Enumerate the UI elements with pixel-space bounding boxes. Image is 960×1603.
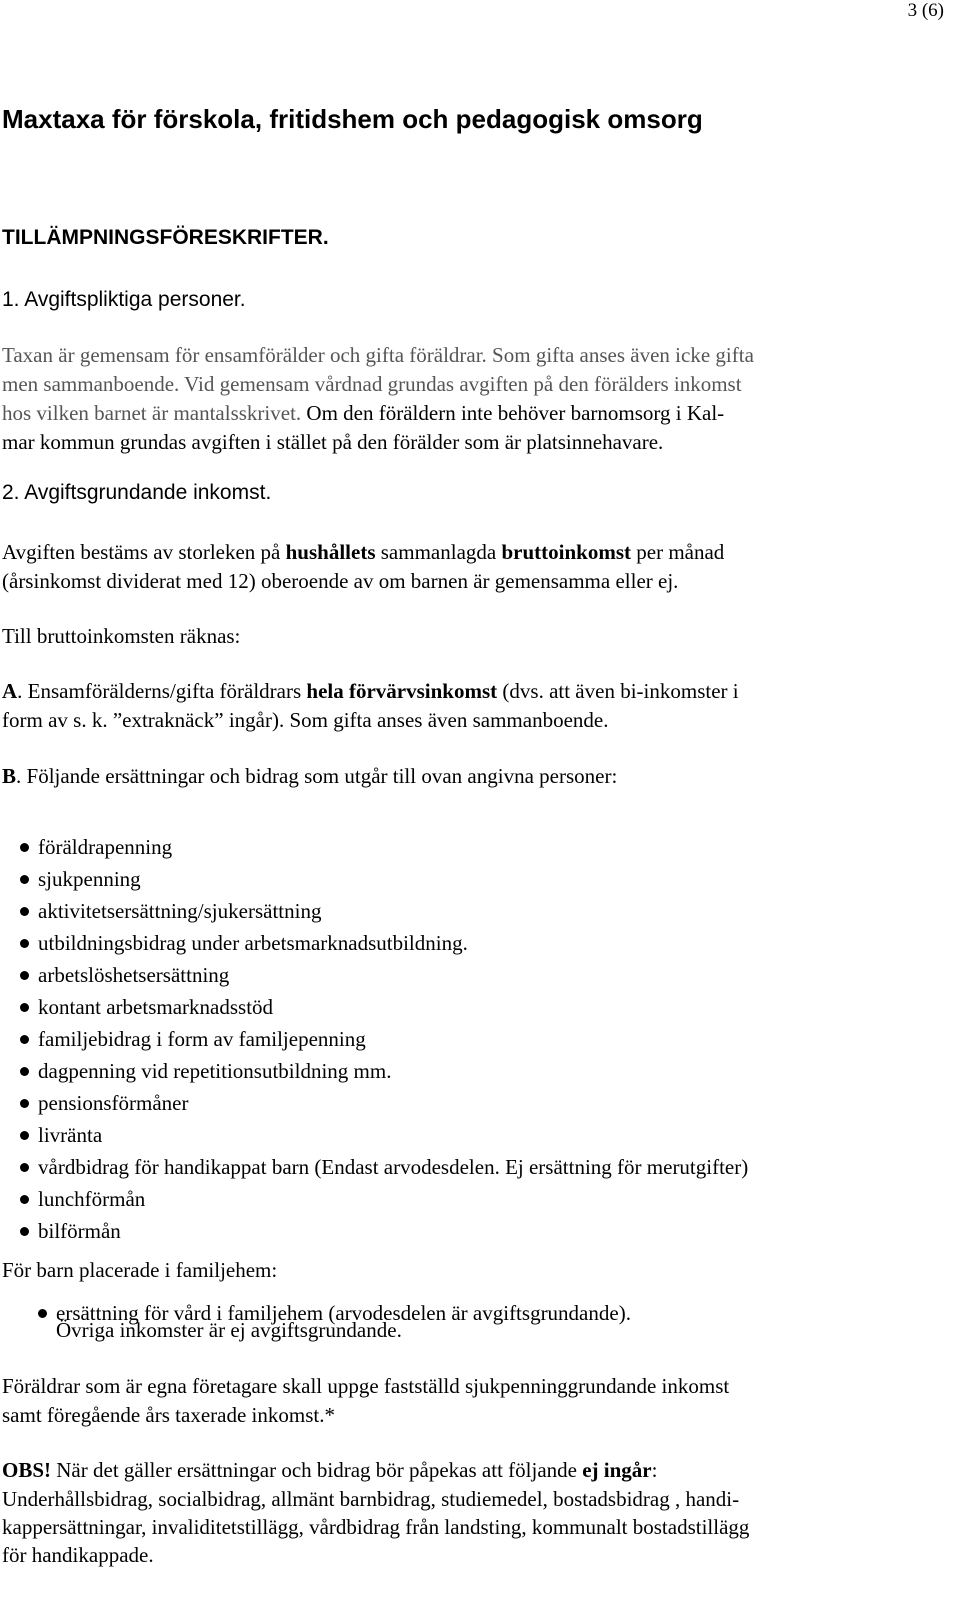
obs-line4: för handikappade. (2, 1543, 154, 1567)
bullet-icon (20, 1003, 29, 1012)
rules-heading: TILLÄMPNINGSFÖRESKRIFTER. (2, 226, 329, 249)
obs-text-a: När det gäller ersättningar och bidrag bör påpekas att följande (51, 1458, 583, 1482)
section2-paragraphB (2, 762, 617, 790)
bullet-icon (38, 1309, 47, 1318)
section1-line3-head: hos vilken barnet är mantalsskrivet. (2, 401, 302, 425)
section1-line1: Taxan är gemensam för ensamförälder och gifta föräldrar. Som gifta anses även icke gifta (2, 343, 754, 367)
obs-text-c: : (651, 1458, 658, 1482)
pA-letter: A (2, 679, 18, 703)
list-item (20, 1219, 748, 1251)
list-item-label: aktivitetsersättning/sjukersättning (38, 899, 322, 923)
list-item-label: ersättning för vård i familjehem (arvodesdelen är avgiftsgrundande). (56, 1301, 631, 1325)
list-item-label: utbildningsbidrag under arbetsmarknadsutbildning. (38, 931, 468, 955)
list-item (20, 1123, 748, 1155)
bullet-icon (20, 843, 29, 852)
bullet-icon (20, 875, 29, 884)
list-item-label: familjebidrag i form av familjepenning (38, 1027, 366, 1051)
section2-paragraphA-line1 (2, 677, 739, 705)
list-item (20, 835, 748, 867)
bullet-icon (20, 1067, 29, 1076)
bullet-icon (20, 907, 29, 916)
section1-line2: men sammanboende. Vid gemensam vårdnad grundas avgiften på den förälders inkomst (2, 372, 742, 396)
list-item-label: livränta (38, 1123, 103, 1147)
list-item (20, 1155, 748, 1187)
foster-note: Övriga inkomster är ej avgiftsgrundande. (56, 1318, 402, 1342)
section2-heading: 2. Avgiftsgrundande inkomst. (2, 481, 272, 504)
list-item-label: kontant arbetsmarknadsstöd (38, 995, 274, 1019)
pB-text: . Följande ersättningar och bidrag som utgår till ovan angivna personer: (16, 764, 618, 788)
list-item (20, 1187, 748, 1219)
income-items-list (20, 835, 748, 1251)
list-item (20, 1091, 748, 1123)
pA-text-a: . Ensamförälderns/gifta föräldrars (17, 679, 307, 703)
p1-bold-household: hushållets (285, 540, 376, 564)
document-title: Maxtaxa för förskola, fritidshem och pedagogisk omsorg (2, 104, 703, 134)
entrepreneurs-line2: samt föregående års taxerade inkomst.* (2, 1403, 335, 1427)
section2-paragraph2: Till bruttoinkomsten räknas: (2, 624, 241, 648)
bullet-icon (20, 971, 29, 980)
section2-paragraph1-line1 (2, 538, 724, 566)
list-item-label: bilförmån (38, 1219, 121, 1243)
list-item (20, 931, 748, 963)
section1-heading: 1. Avgiftspliktiga personer. (2, 288, 246, 311)
bullet-icon (20, 1131, 29, 1140)
section1-line3-tail: Om den föräldern inte behöver barnomsorg i Kal- (301, 401, 725, 425)
bullet-icon (20, 1163, 29, 1172)
list-item-label: arbetslöshetsersättning (38, 963, 230, 987)
list-item-label: vårdbidrag för handikappat barn (Endast arvodesdelen. Ej ersättning för merutgifter) (38, 1155, 749, 1179)
obs-line2: Underhållsbidrag, socialbidrag, allmänt barnbidrag, studiemedel, bostadsbidrag , handi- (2, 1487, 740, 1511)
list-item-label: dagpenning vid repetitionsutbildning mm. (38, 1059, 392, 1083)
list-item (20, 1027, 748, 1059)
section2-paragraph1-line2: (årsinkomst dividerat med 12) oberoende av om barnen är gemensamma eller ej. (2, 569, 679, 593)
section2-paragraphA-line2: form av s. k. ”extraknäck” ingår). Som gifta anses även sammanboende. (2, 708, 609, 732)
obs-label: OBS! (2, 1458, 52, 1482)
list-item-label: föräldrapenning (38, 835, 173, 859)
list-item (20, 1059, 748, 1091)
obs-line1 (2, 1456, 657, 1484)
bullet-icon (20, 1195, 29, 1204)
list-item-label: pensionsförmåner (38, 1091, 189, 1115)
section1-line3 (2, 399, 724, 427)
p1-text-c: sammanlagda (375, 540, 502, 564)
bullet-icon (20, 1227, 29, 1236)
foster-heading: För barn placerade i familjehem: (2, 1258, 278, 1282)
list-item-label: sjukpenning (38, 867, 141, 891)
pB-letter: B (2, 764, 17, 788)
p1-text-e: per månad (631, 540, 725, 564)
list-item (20, 995, 748, 1027)
list-item (20, 867, 748, 899)
list-item (20, 963, 748, 995)
list-item (20, 899, 748, 931)
p1-bold-gross-income: bruttoinkomst (501, 540, 631, 564)
bullet-icon (20, 1099, 29, 1108)
section1-line4: mar kommun grundas avgiften i stället på den förälder som är platsinnehavare. (2, 430, 664, 454)
obs-line3: kappersättningar, invaliditetstillägg, vårdbidrag från landsting, kommunalt bostadstillägg (2, 1515, 750, 1539)
pA-bold: hela förvärvsinkomst (306, 679, 498, 703)
pA-text-c: (dvs. att även bi-inkomster i (497, 679, 739, 703)
page-number: 3 (6) (907, 0, 944, 21)
list-item-label: lunchförmån (38, 1187, 146, 1211)
p1-text-a: Avgiften bestäms av storleken på (2, 540, 286, 564)
entrepreneurs-line1: Föräldrar som är egna företagare skall uppge fastställd sjukpenninggrundande inkomst (2, 1374, 730, 1398)
obs-bold-excluded: ej ingår (582, 1458, 652, 1482)
bullet-icon (20, 939, 29, 948)
bullet-icon (20, 1035, 29, 1044)
